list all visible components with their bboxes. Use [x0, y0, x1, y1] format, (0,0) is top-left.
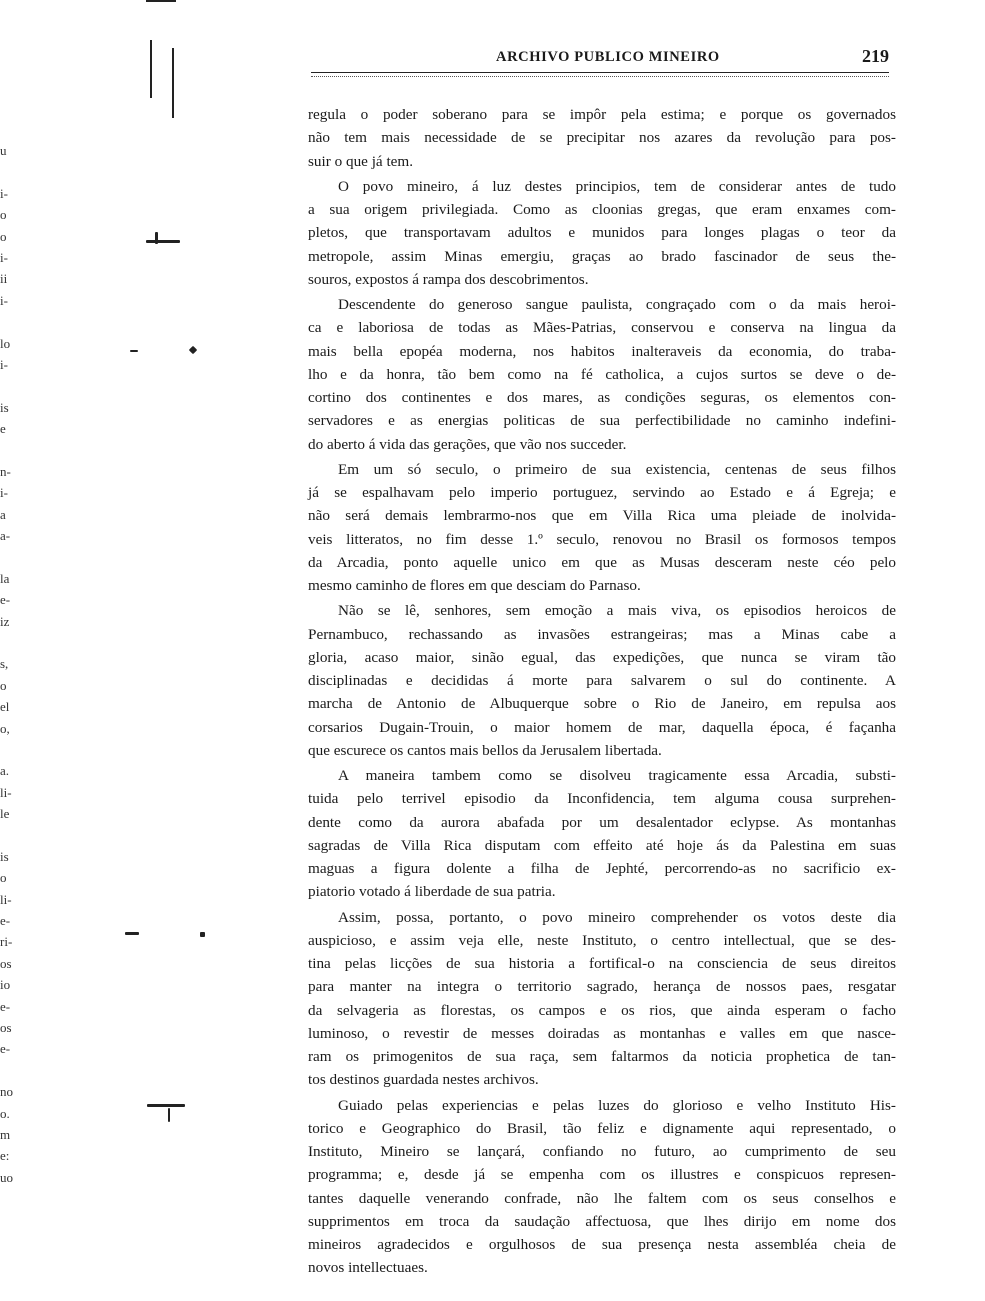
bleed-fragment [0, 632, 22, 653]
bleed-fragment [0, 825, 22, 846]
bleed-fragment: i- [0, 185, 8, 201]
bleed-fragment: e- [0, 1041, 11, 1057]
ink-speck [146, 240, 180, 243]
ink-speck [130, 350, 138, 352]
bleed-fragment: o [0, 870, 7, 886]
text-line: programma; e, desde já se empenha com os illustres e conspicuos represen- [308, 1166, 896, 1184]
text-line: auspicioso, e assim veja elle, neste Instituto, o centro intellectual, que se des- [308, 931, 896, 949]
bleed-fragment: o [0, 228, 7, 244]
bleed-fragment: uo [0, 1169, 13, 1185]
bleed-fragment [0, 739, 22, 760]
text-line: suir o que já tem. [308, 152, 414, 170]
bleed-fragment: e: [0, 1148, 10, 1164]
text-line: tos destinos guardada nestes archivos. [308, 1071, 539, 1089]
text-line: mineiros agradecidos e orgulhosos de sua presença nesta assembléa cheia de [308, 1236, 896, 1253]
text-line: novos intellectuaes. [308, 1259, 428, 1277]
bleed-fragment: os [0, 1020, 12, 1036]
text-line: mais bella epopéa moderna, nos habitos inalteraveis da economia, do traba- [308, 342, 896, 360]
text-line: metropole, assim Minas emergiu, graças ao brado fascinador de seus the- [308, 247, 896, 265]
paragraph [308, 175, 896, 291]
text-line: maguas a figura dolente a filha de Jephté, percorrendo-as no sacrificio ex- [308, 860, 896, 877]
text-line: do aberto á vida das gerações, que vão nos succeder. [308, 435, 627, 453]
ink-speck [200, 932, 205, 937]
paragraph [308, 1094, 896, 1280]
bleed-fragment: io [0, 977, 11, 993]
text-line: A maneira tambem como se disolveu tragicamente essa Arcadia, substi- [338, 767, 896, 784]
running-head: ARCHIVO PUBLICO MINEIRO [496, 49, 720, 65]
ink-speck [189, 346, 197, 354]
text-line: servadores e as energias politicas de sua perfectibilidade no caminho indefini- [308, 412, 896, 430]
bleed-fragment: e- [0, 998, 11, 1014]
text-line: tina pelas licções de sua historia a fortifical-o na consciencia de seus direitos [308, 955, 896, 972]
bleed-fragment: i- [0, 292, 8, 308]
bleed-fragment: a. [0, 763, 10, 779]
bleed-fragment: li- [0, 891, 12, 907]
bleed-fragment [0, 161, 22, 182]
text-line: lho e da honra, tão bem como na fé catholica, a cujos surtos se deve o de- [308, 365, 896, 383]
bleed-fragment: is [0, 848, 9, 864]
binding-mark [172, 48, 174, 118]
bleed-fragment: o [0, 207, 7, 223]
binding-mark [150, 40, 152, 98]
header-rule [311, 72, 889, 77]
bleed-fragment [0, 1060, 22, 1081]
bleed-fragment: e- [0, 913, 11, 929]
text-line: já se espalhavam pelo imperio portuguez, servindo ao Estado e á Egreja; e [308, 484, 896, 501]
paragraph [308, 906, 896, 1092]
bleed-fragment: le [0, 806, 10, 822]
ink-speck [168, 1108, 170, 1122]
bleed-fragment: li- [0, 784, 12, 800]
bleed-fragment: o, [0, 720, 10, 736]
bleed-fragment: a [0, 506, 6, 522]
bleed-fragment: a- [0, 528, 11, 544]
text-line: marcha de Antonio de Albuquerque sobre o Rio de Janeiro, em repulsa aos [308, 695, 896, 713]
page-number: 219 [862, 46, 889, 66]
bleed-fragment: no [0, 1084, 13, 1100]
text-line: ram os primogenitos de sua raça, sem faltarmos da noticia prophetica de tan- [308, 1048, 896, 1065]
bleed-fragment: s, [0, 656, 9, 672]
body-text [308, 103, 896, 1282]
text-line: gloria, acaso maior, sinão egual, das expedições, que nunca se viram tão [308, 648, 896, 666]
bleed-fragment: e- [0, 592, 11, 608]
text-line: ca e laboriosa de todas as Mães-Patrias, conservou e conserva na lingua da [308, 319, 896, 337]
bleed-fragment: u [0, 143, 7, 158]
text-line: supprimentos em troca da saudação affectuosa, que lhes dirijo em nome dos [308, 1212, 896, 1230]
bleed-fragment [0, 546, 22, 567]
text-line: O povo mineiro, á luz destes principios, tem de considerar antes de tudo [338, 177, 896, 195]
text-line: veis litteratos, no fim desse 1.º seculo, renovou no Brasil os formosos tempos [308, 530, 896, 548]
ink-speck [155, 232, 158, 244]
text-line: Guiado pelas experiencias e pelas luzes do glorioso e velho Instituto His- [338, 1096, 896, 1114]
text-line: corsarios Dugain-Trouin, o maior homem de mar, daquella época, é façanha [308, 718, 896, 736]
binding-mark [146, 0, 176, 2]
text-line: dente como da aurora abafada por um desalentador eclypse. As montanhas [308, 813, 896, 831]
bleed-fragment [0, 439, 22, 460]
bleed-fragment: o [0, 677, 7, 693]
bleed-fragment: i- [0, 356, 8, 372]
paragraph [308, 764, 896, 904]
bleed-fragment: m [0, 1126, 11, 1142]
text-line: souros, expostos á rampa dos descobrimentos. [308, 270, 589, 288]
bleed-fragment: i- [0, 249, 8, 265]
ink-speck [147, 1104, 185, 1107]
text-line: Em um só seculo, o primeiro de sua existencia, centenas de seus filhos [338, 460, 896, 478]
text-line: para manter na integra o territorio sagrado, herança de nossos paes, resgatar [308, 978, 896, 996]
text-line: luminoso, o revestir de messes doiradas as montanhas e valles em que nasce- [308, 1024, 896, 1042]
text-line: piatorio votado á liberdade de sua patria. [308, 883, 556, 901]
bleed-fragment: is [0, 399, 9, 415]
text-line: mesmo caminho de flores em que desciam do Parnaso. [308, 577, 641, 594]
bleed-fragment: n- [0, 463, 11, 479]
ink-speck [125, 932, 139, 935]
bleed-fragment [0, 311, 22, 332]
paragraph [308, 103, 896, 173]
paragraph [308, 458, 896, 598]
adjacent-page-bleed [0, 140, 22, 1188]
bleed-fragment: iz [0, 613, 10, 629]
text-line: tuida pelo terrivel episodio da Inconfidencia, tem alguma cousa surprehen- [308, 790, 896, 808]
text-line: não será demais lembrarmo-nos que em Villa Rica uma pleiade de inolvida- [308, 507, 896, 525]
bleed-fragment: ii [0, 271, 8, 287]
text-line: torico e Geographico do Brasil, tão feliz e dignamente aqui representado, o [308, 1119, 896, 1137]
bleed-fragment: ri- [0, 934, 13, 950]
bleed-fragment: o. [0, 1105, 10, 1121]
paragraph [308, 293, 896, 456]
text-line: a sua origem privilegiada. Como as cloonias gregas, que eram enxames com- [308, 201, 896, 218]
text-line: cortino dos continentes e dos mares, as condições seguras, os elementos con- [308, 389, 896, 406]
bleed-fragment: os [0, 955, 12, 971]
text-line: Não se lê, senhores, sem emoção a mais viva, os episodios heroicos de [338, 602, 896, 620]
text-line: tantes daquelle venerando confrade, não lhe faltem com os seus conselhos e [308, 1189, 896, 1207]
text-line: da Arcadia, ponto aquelle unico em que as Musas desceram neste céo pelo [308, 553, 896, 571]
text-line: que escurece os cantos mais bellos da Jerusalem libertada. [308, 741, 662, 759]
text-line: regula o poder soberano para se impôr pela estima; e porque os governados [308, 106, 896, 123]
bleed-fragment: la [0, 570, 10, 586]
bleed-fragment: i- [0, 485, 8, 501]
text-line: Instituto, Mineiro se lançará, confiando no futuro, ao cumprimento de seu [308, 1143, 896, 1160]
paragraph [308, 599, 896, 762]
text-line: Descendente do generoso sangue paulista, congraçado com o da mais heroi- [338, 296, 896, 313]
text-line: pletos, que transportavam adultos e munidos para longes plagas o teor da [308, 224, 896, 242]
bleed-fragment: e [0, 421, 6, 437]
text-line: Pernambuco, rechassando as invasões estrangeiras; mas a Minas cabe a [308, 625, 896, 643]
bleed-fragment [0, 375, 22, 396]
text-line: da selvageria as florestas, os campos e os rios, que ainda esperam o facho [308, 1001, 896, 1019]
bleed-fragment: el [0, 699, 10, 715]
text-line: não tem mais necessidade de se precipitar nos azares da revolução para pos- [308, 129, 896, 147]
text-line: sagradas de Villa Rica disputam com effeito até hoje ás da Palestina em suas [308, 836, 896, 854]
bleed-fragment: lo [0, 335, 11, 351]
text-line: disciplinadas e decididas á morte para salvarem o sul do continente. A [308, 672, 896, 689]
text-line: Assim, possa, portanto, o povo mineiro comprehender os votos deste dia [338, 908, 896, 926]
